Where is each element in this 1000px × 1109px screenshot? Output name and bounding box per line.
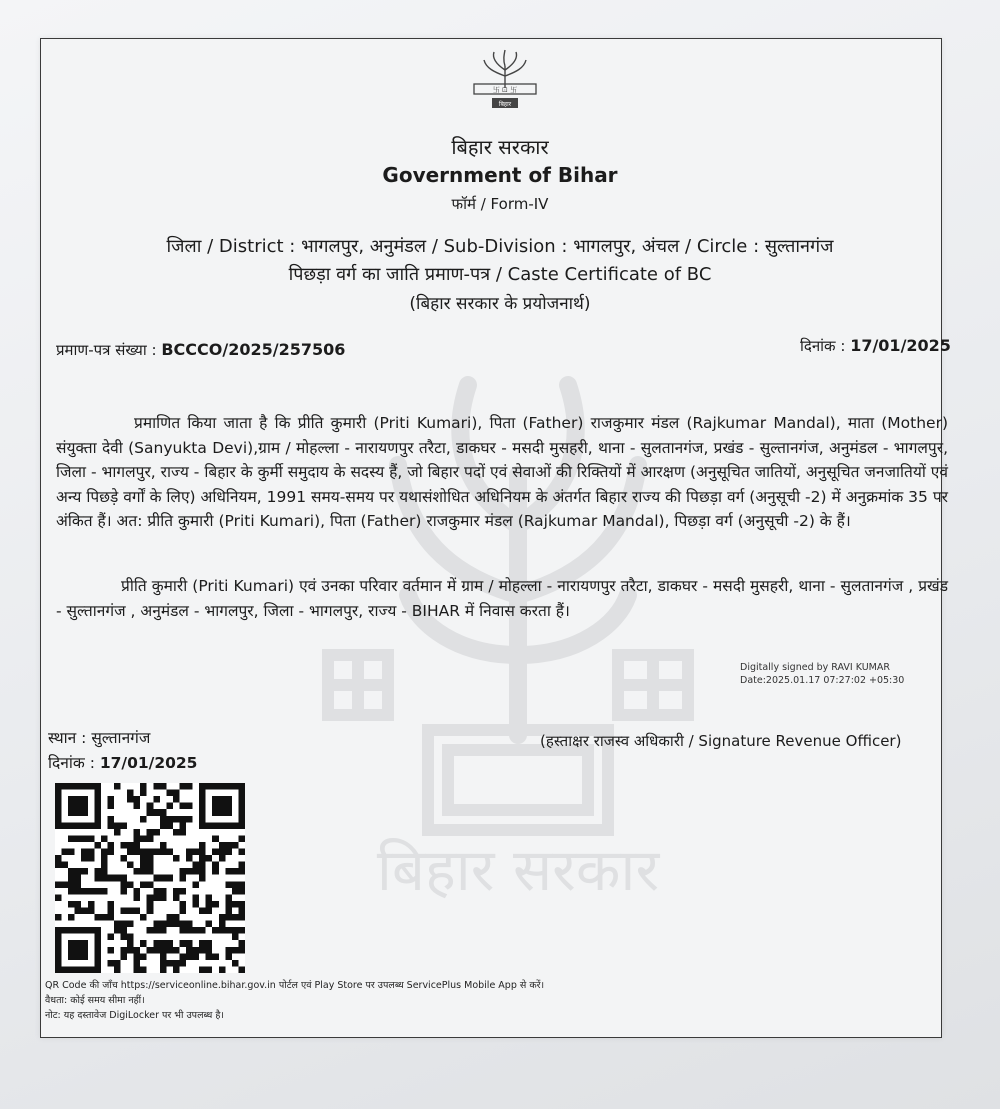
digital-signature — [740, 661, 904, 687]
govt-english-title: Government of Bihar — [382, 163, 618, 187]
digilocker-note: नोट: यह दस्तावेज DigiLocker पर भी उपलब्ध है। — [45, 1010, 224, 1021]
jurisdiction-line — [0, 234, 1000, 258]
certificate-number-value: BCCCO/2025/257506 — [161, 340, 346, 359]
district-label: जिला / District : — [166, 236, 296, 257]
certificate-number-label: प्रमाण-पत्र संख्या : — [56, 341, 157, 359]
circle-value: सुल्तानगंज — [764, 236, 834, 257]
subdivision-label: अनुमंडल / Sub-Division : — [369, 236, 568, 257]
issue-date-line — [48, 751, 197, 776]
certificate-body-paragraph-1: प्रमाणित किया जाता है कि प्रीति कुमारी (Priti Kumari), पिता (Father) राजकुमार मंडल (Rajkumar Mandal), माता (Mother) संयुक्ता देवी (Sanyukta Devi),ग्राम / मोहल्ला - नारायणपुर तरैटा, डाकघर - मसदी मुसहरी, थाना - सुलतानगंज, प्रखंड - सुल्तानगंज, अनुमंडल - भागलपुर, जिला - भागलपुर, राज्य - बिहार के कुर्मी समुदाय के सदस्य हैं, जो बिहार पदों एवं सेवाओं की रिक्तियों में आरक्षण (अनुसूचित जातियों, अनुसूचित जनजातियों एवं अन्य पिछड़े वर्गों के लिए) अधिनियम, 1991 समय-समय पर यथासंशोधित अधिनियम के अंतर्गत बिहार राज्य की पिछड़ा वर्ग (अनुसूची -2) में अनुक्रमांक 35 पर अंकित हैं। अत: प्रीति कुमारी (Priti Kumari), पिता (Father) राजकुमार मंडल (Rajkumar Mandal), पिछड़ा वर्ग (अनुसूची -2) के हैं। — [56, 414, 948, 530]
place-line — [48, 726, 197, 751]
certificate-title: पिछड़ा वर्ग का जाति प्रमाण-पत्र / Caste Certificate of BC — [288, 264, 712, 285]
district-value: भागलपुर, — [301, 236, 365, 257]
svg-text:卐 ⊡ 卐: 卐 ⊡ 卐 — [492, 86, 518, 94]
place-date-block — [48, 726, 197, 776]
footer-notes — [45, 978, 544, 1023]
certificate-date — [800, 336, 951, 356]
revenue-officer-signature: (हस्ताक्षर राजस्व अधिकारी / Signature Revenue Officer) — [540, 732, 902, 750]
certificate-date-label: दिनांक : — [800, 337, 846, 355]
certificate-body-paragraph-2: प्रीति कुमारी (Priti Kumari) एवं उनका परिवार वर्तमान में ग्राम / मोहल्ला - नारायणपुर तरैटा, डाकघर - मसदी मुसहरी, थाना - सुलतानगंज , प्रखंड - सुल्तानगंज , अनुमंडल - भागलपुर, जिला - भागलपुर, राज्य - BIHAR में निवास करता हैं। — [56, 577, 948, 620]
emblem-label: बिहार — [498, 101, 512, 108]
digital-signature-name: Digitally signed by RAVI KUMAR — [740, 662, 890, 673]
issue-date-label: दिनांक : — [48, 754, 95, 772]
qr-code-icon — [55, 783, 245, 973]
form-label: फॉर्म / Form-IV — [451, 195, 549, 213]
watermark-text: बिहार सरकार — [376, 836, 660, 904]
certificate-number — [56, 340, 345, 360]
subdivision-value: भागलपुर, — [573, 236, 637, 257]
circle-label: अंचल / Circle : — [641, 236, 760, 257]
govt-hindi-title: बिहार सरकार — [451, 135, 549, 159]
certificate-purpose: (बिहार सरकार के प्रयोजनार्थ) — [409, 294, 591, 314]
place-label: स्थान : — [48, 729, 87, 747]
bihar-emblem-icon — [466, 48, 544, 112]
qr-verification-note: QR Code की जाँच https://serviceonline.bihar.gov.in पोर्टल एवं Play Store पर उपलब्ध ServicePlus Mobile App से करें। — [45, 980, 545, 991]
issue-date-value: 17/01/2025 — [99, 754, 198, 772]
validity-note: वैधता: कोई समय सीमा नहीं। — [45, 995, 145, 1006]
place-value: सुल्तानगंज — [91, 729, 151, 747]
certificate-date-value: 17/01/2025 — [850, 336, 951, 355]
digital-signature-date: Date:2025.01.17 07:27:02 +05:30 — [740, 675, 905, 686]
